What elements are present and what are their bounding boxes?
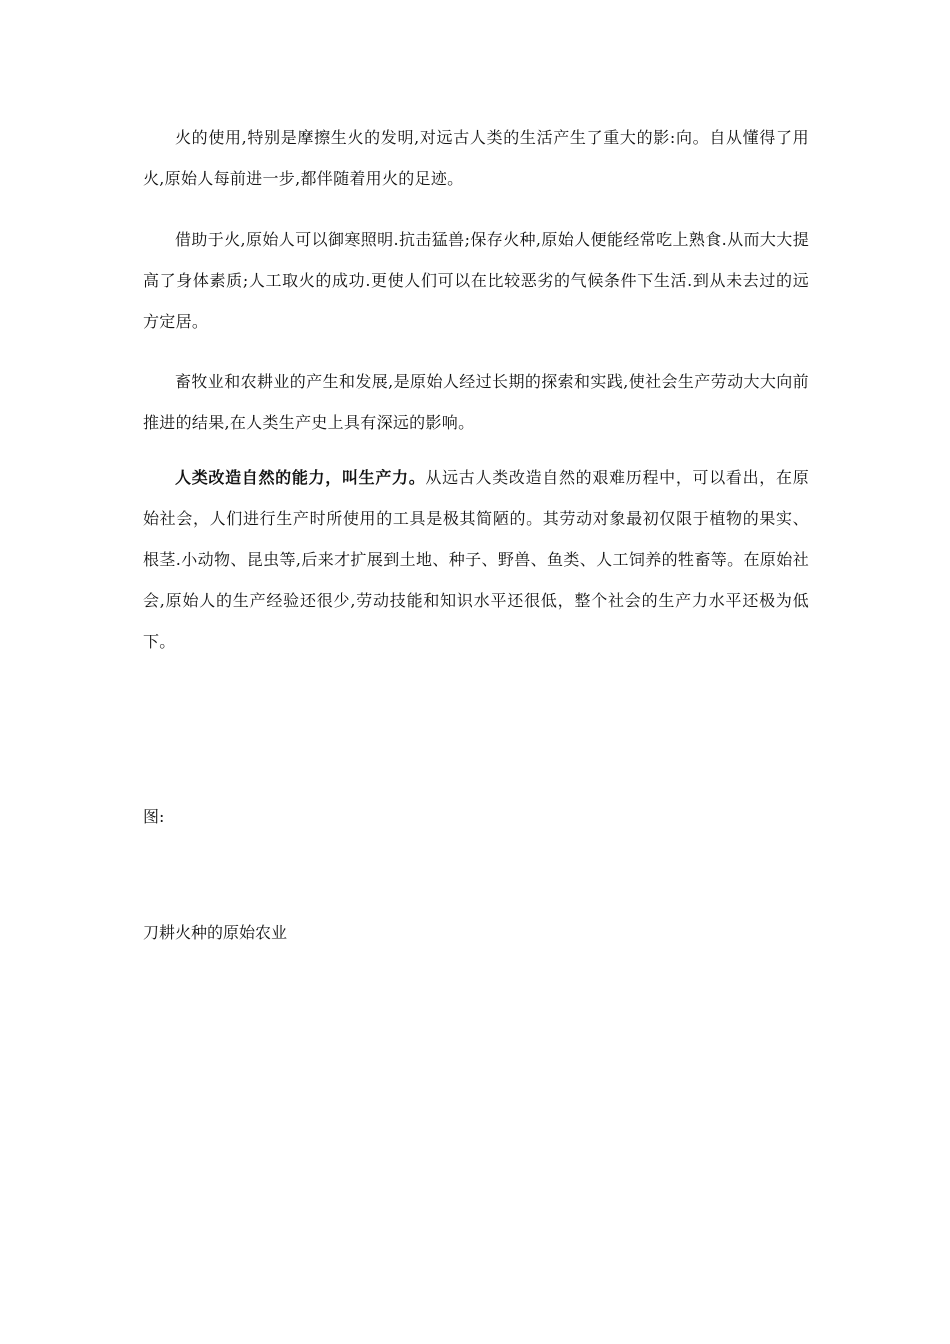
paragraph-text: 畜牧业和农耕业的产生和发展,是原始人经过长期的探索和实践,使社会生产劳动大大向前推进的结果,在人类生产史上具有深远的影响。 <box>143 372 809 432</box>
paragraph-fire-use <box>143 117 809 199</box>
paragraph-fire-benefits <box>143 219 809 342</box>
paragraph-text: 从远古人类改造自然的艰难历程中，可以看出，在原始社会，人们进行生产时所使用的工具是极其简陋的。其劳动对象最初仅限于植物的果实、根茎.小动物、昆虫等,后来才扩展到土地、种子、野兽、鱼类、人工饲养的牲畜等。在原始社会,原始人的生产经验还很少,劳动技能和知识水平还很低，整个社会的生产力水平还极为低下。 <box>143 468 809 651</box>
figure-label: 图: <box>143 807 165 826</box>
paragraph-agriculture <box>143 361 809 443</box>
paragraph-text: 借助于火,原始人可以御寒照明.抗击猛兽;保存火种,原始人便能经常吃上熟食.从而大大提高了身体素质;人工取火的成功.更使人们可以在比较恶劣的气候条件下生活.到从未去过的远方定居。 <box>143 230 809 331</box>
paragraph-bold-lead: 人类改造自然的能力，叫生产力。 <box>175 468 426 487</box>
paragraph-text: 火的使用,特别是摩擦生火的发明,对远古人类的生活产生了重大的影:向。自从懂得了用火,原始人每前进一步,都伴随着用火的足迹。 <box>143 128 809 188</box>
paragraph-productivity <box>143 457 809 662</box>
figure-caption: 刀耕火种的原始农业 <box>143 923 288 942</box>
